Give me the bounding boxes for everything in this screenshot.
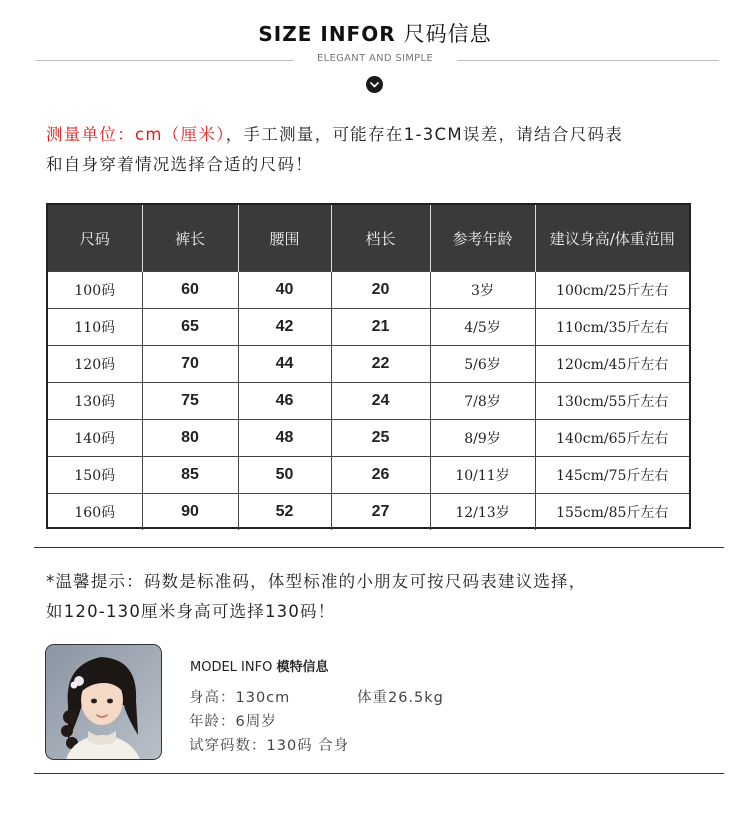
size-cell: 140码 [48, 420, 142, 457]
tip-line1: *温馨提示：码数是标准码，体型标准的小朋友可按尺码表建议选择， [46, 572, 587, 591]
age-cell: 5/6岁 [430, 346, 535, 383]
model-title-chinese: 模特信息 [276, 660, 329, 675]
waist-cell: 42 [238, 309, 331, 346]
column-header: 尺码 [48, 205, 142, 272]
rise-cell: 21 [331, 309, 430, 346]
model-weight: 体重26.5kg [357, 690, 444, 706]
notice-rest: ，手工测量，可能存在1-3CM误差，请结合尺码表 [225, 125, 624, 144]
chevron-down-icon [366, 76, 383, 93]
rise-cell: 20 [331, 272, 430, 309]
measurement-unit: 测量单位：cm（厘米） [46, 125, 226, 144]
age-cell: 8/9岁 [430, 420, 535, 457]
age-cell: 10/11岁 [430, 457, 535, 494]
length-cell: 75 [142, 383, 238, 420]
table-row [48, 309, 689, 346]
model-age: 年龄：6周岁 [189, 714, 277, 730]
size-cell: 150码 [48, 457, 142, 494]
height-weight-cell: 110cm/35斤左右 [535, 309, 689, 346]
waist-cell: 44 [238, 346, 331, 383]
table-row [48, 383, 689, 420]
column-header: 建议身高/体重范围 [535, 205, 689, 272]
subtitle: ELEGANT AND SIMPLE [316, 53, 433, 64]
table-row [48, 457, 689, 494]
table-row [48, 420, 689, 457]
title-chinese: 尺码信息 [403, 22, 492, 46]
bottom-divider [34, 773, 724, 774]
model-title-english: MODEL INFO [190, 660, 273, 675]
table-header-row [48, 205, 689, 272]
waist-cell: 48 [238, 420, 331, 457]
model-height: 身高：130cm [189, 690, 291, 706]
size-cell: 160码 [48, 494, 142, 531]
tip-line2: 如120-130厘米身高可选择130码！ [46, 602, 336, 621]
rise-cell: 24 [331, 383, 430, 420]
size-cell: 130码 [48, 383, 142, 420]
age-cell: 4/5岁 [430, 309, 535, 346]
size-cell: 110码 [48, 309, 142, 346]
measurement-notice-line1 [46, 121, 623, 145]
rise-cell: 25 [331, 420, 430, 457]
length-cell: 80 [142, 420, 238, 457]
height-weight-cell: 100cm/25斤左右 [535, 272, 689, 309]
height-weight-cell: 155cm/85斤左右 [535, 494, 689, 531]
size-cell: 100码 [48, 272, 142, 309]
length-cell: 90 [142, 494, 238, 531]
column-header: 参考年龄 [430, 205, 535, 272]
measurement-notice-line2: 和自身穿着情况选择合适的尺码！ [46, 155, 313, 174]
height-weight-cell: 120cm/45斤左右 [535, 346, 689, 383]
column-header: 档长 [331, 205, 430, 272]
waist-cell: 40 [238, 272, 331, 309]
size-table [46, 203, 691, 529]
age-cell: 7/8岁 [430, 383, 535, 420]
length-cell: 70 [142, 346, 238, 383]
age-cell: 12/13岁 [430, 494, 535, 531]
length-cell: 85 [142, 457, 238, 494]
rise-cell: 27 [331, 494, 430, 531]
column-header: 裤长 [142, 205, 238, 272]
size-cell: 120码 [48, 346, 142, 383]
model-photo [45, 644, 162, 760]
model-info-title [190, 656, 328, 675]
section-divider [34, 547, 724, 548]
waist-cell: 52 [238, 494, 331, 531]
height-weight-cell: 145cm/75斤左右 [535, 457, 689, 494]
age-cell: 3岁 [430, 272, 535, 309]
rise-cell: 26 [331, 457, 430, 494]
height-weight-cell: 140cm/65斤左右 [535, 420, 689, 457]
height-weight-cell: 130cm/55斤左右 [535, 383, 689, 420]
table-row [48, 494, 689, 531]
rise-cell: 22 [331, 346, 430, 383]
table-row [48, 346, 689, 383]
title-english: SIZE INFOR [258, 22, 396, 46]
length-cell: 65 [142, 309, 238, 346]
model-fit-size: 试穿码数：130码 合身 [189, 738, 350, 754]
page-title [0, 18, 750, 48]
waist-cell: 46 [238, 383, 331, 420]
length-cell: 60 [142, 272, 238, 309]
column-header: 腰围 [238, 205, 331, 272]
table-row [48, 272, 689, 309]
waist-cell: 50 [238, 457, 331, 494]
